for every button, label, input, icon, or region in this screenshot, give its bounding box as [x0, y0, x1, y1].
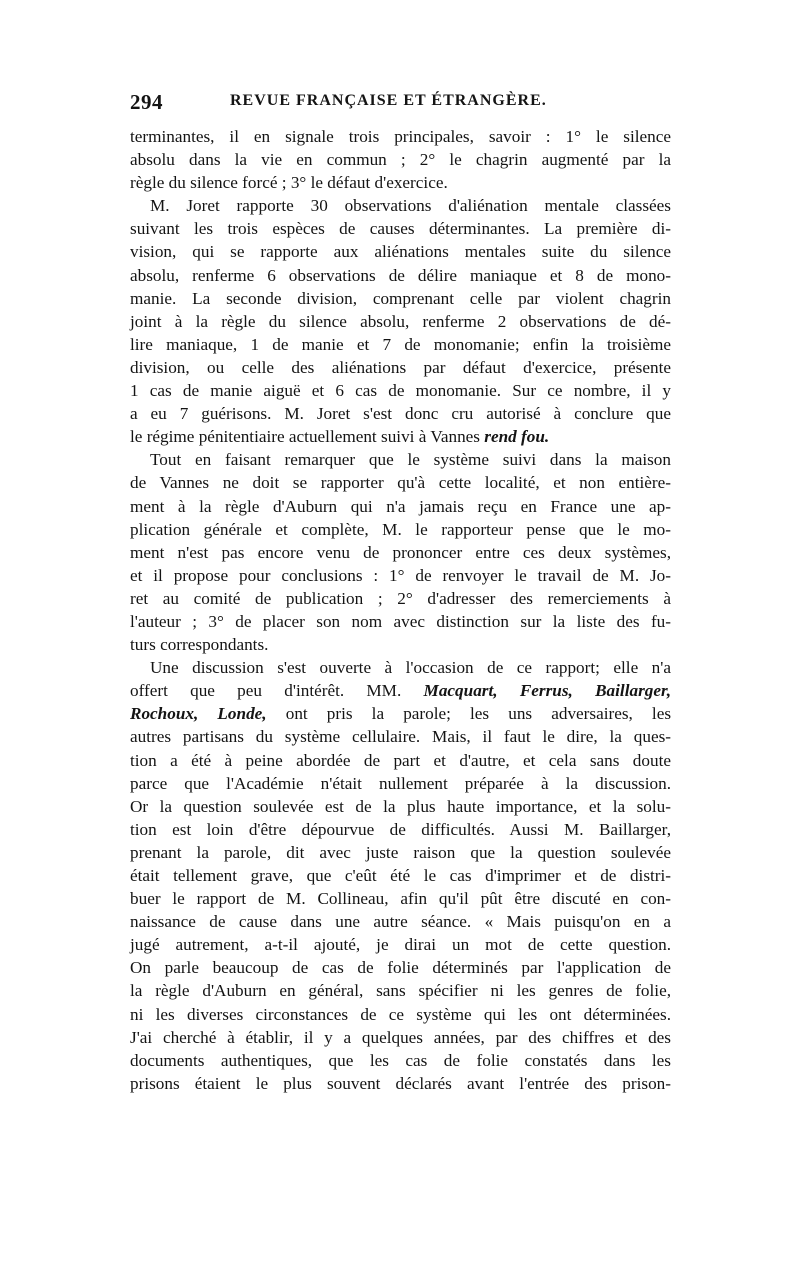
- text-line: suivant les trois espèces de causes déterminantes. La première di-: [130, 219, 671, 239]
- italic-phrase: rend fou.: [484, 427, 550, 447]
- person-name: Ferrus,: [519, 681, 573, 701]
- running-title: REVUE FRANÇAISE ET ÉTRANGÈRE.: [230, 92, 547, 109]
- paragraph: [130, 656, 671, 1095]
- text-line: Or la question soulevée est de la plus haute importance, et la solu-: [130, 796, 671, 816]
- text-line: ni les diverses circonstances de ce système qui les ont déterminées.: [130, 1004, 671, 1024]
- paragraph: [130, 125, 671, 194]
- text-line: J'ai cherché à établir, il y a quelques années, par des chiffres et des: [130, 1027, 671, 1047]
- text-line: la règle d'Auburn en général, sans spécifier ni les genres de folie,: [130, 981, 671, 1001]
- text-line: Tout en faisant remarquer que le système suivi dans la maison: [150, 450, 671, 470]
- text-line: jugé autrement, a-t-il ajouté, je dirai un mot de cette question.: [130, 935, 671, 955]
- text-line: ment à la règle d'Auburn qui n'a jamais reçu en France une ap-: [130, 496, 671, 516]
- person-name: Rochoux,: [130, 704, 199, 724]
- text-line: absolu, renferme 6 observations de délire maniaque et 8 de mono-: [130, 265, 671, 285]
- text-span: le régime pénitentiaire actuellement suivi à Vannes: [130, 427, 480, 447]
- text-line: 1 cas de manie aiguë et 6 cas de monomanie. Sur ce nombre, il y: [130, 381, 671, 401]
- person-name: Baillarger,: [595, 681, 672, 701]
- text-line: turs correspondants.: [130, 635, 269, 655]
- text-line: [130, 702, 671, 725]
- text-line: autres partisans du système cellulaire. Mais, il faut le dire, la ques-: [130, 727, 671, 747]
- text-line: plication générale et complète, M. le rapporteur pense que le mo-: [130, 519, 671, 539]
- text-line: règle du silence forcé ; 3° le défaut d'exercice.: [130, 173, 448, 193]
- text-line: buer le rapport de M. Collineau, afin qu'il pût être discuté en con-: [130, 889, 671, 909]
- paragraph: [130, 194, 671, 448]
- text-line: prisons étaient le plus souvent déclarés avant l'entrée des prison-: [130, 1073, 671, 1093]
- text-line: lire maniaque, 1 de manie et 7 de monomanie; enfin la troisième: [130, 334, 671, 354]
- text-line: [130, 425, 671, 448]
- text-line: division, ou celle des aliénations par défaut d'exercice, présente: [130, 357, 671, 377]
- person-name: Macquart,: [423, 681, 498, 701]
- page-header: [130, 90, 670, 116]
- text-line: tion est loin d'être dépourvue de difficultés. Aussi M. Baillarger,: [130, 819, 671, 839]
- text-line: tion a été à peine abordée de part et d'autre, et cela sans doute: [130, 750, 671, 770]
- text-line: absolu dans la vie en commun ; 2° le chagrin augmenté par la: [130, 150, 671, 170]
- text-line: prenant la parole, dit avec juste raison que la question soulevée: [130, 842, 671, 862]
- text-span: ont pris la parole; les uns adversaires, les: [285, 704, 672, 724]
- page-number: 294: [130, 90, 163, 114]
- text-line: a eu 7 guérisons. M. Joret s'est donc cru autorisé à conclure que: [130, 404, 671, 424]
- text-line: M. Joret rapporte 30 observations d'aliénation mentale classées: [150, 196, 671, 216]
- text-line: [130, 679, 671, 702]
- text-line: manie. La seconde division, comprenant celle par violent chagrin: [130, 288, 671, 308]
- text-line: joint à la règle du silence absolu, renferme 2 observations de dé-: [130, 311, 671, 331]
- text-line: l'auteur ; 3° de placer son nom avec distinction sur la liste des fu-: [130, 611, 671, 631]
- body-text: [130, 125, 671, 1095]
- text-line: documents authentiques, que les cas de folie constatés dans les: [130, 1050, 671, 1070]
- text-line: terminantes, il en signale trois principales, savoir : 1° le silence: [130, 127, 671, 146]
- person-name: Londe,: [217, 704, 267, 724]
- text-line: naissance de cause dans une autre séance. « Mais puisqu'on en a: [130, 912, 671, 932]
- text-line: vision, qui se rapporte aux aliénations mentales suite du silence: [130, 242, 671, 262]
- text-line: Une discussion s'est ouverte à l'occasion de ce rapport; elle n'a: [150, 658, 671, 678]
- text-span: offert que peu d'intérêt. MM.: [130, 681, 402, 701]
- text-line: de Vannes ne doit se rapporter qu'à cette localité, et non entière-: [130, 473, 671, 493]
- paragraph: [130, 448, 671, 656]
- text-line: parce que l'Académie n'était nullement préparée à la discussion.: [130, 773, 671, 793]
- text-line: On parle beaucoup de cas de folie déterminés par l'application de: [130, 958, 671, 978]
- text-line: ret au comité de publication ; 2° d'adresser des remerciements à: [130, 588, 671, 608]
- text-line: et il propose pour conclusions : 1° de renvoyer le travail de M. Jo-: [130, 565, 671, 585]
- text-line: ment n'est pas encore venu de prononcer entre ces deux systèmes,: [130, 542, 671, 562]
- text-line: était tellement grave, que c'eût été le cas d'imprimer et de distri-: [130, 866, 671, 885]
